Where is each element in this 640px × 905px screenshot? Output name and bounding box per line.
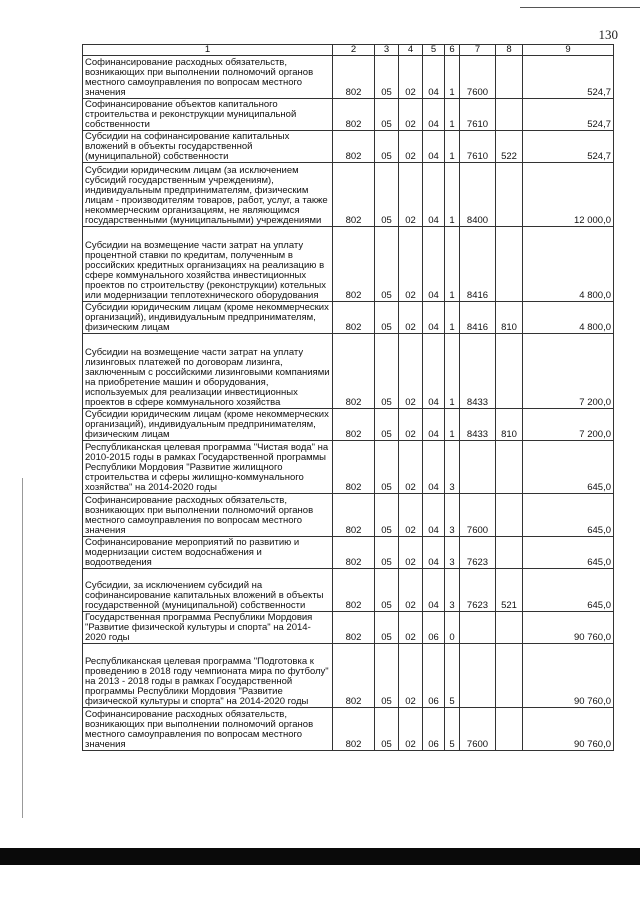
cell-code-3: 05 [375,163,399,227]
cell-description: Республиканская целевая программа "Чистая вода" на 2010-2015 годы в рамках Государственной программы Республики Мордовия "Развитие жилищного строительства и сферы жилищно-коммунального хозяйства" на 2014-2020 годы [83,441,333,494]
cell-amount: 4 800,0 [523,302,614,334]
cell-code-5: 04 [423,131,445,163]
cell-code-4: 02 [399,537,423,569]
cell-code-3: 05 [375,708,399,751]
table-row [83,494,614,537]
cell-code-6: 1 [445,302,460,334]
cell-amount: 645,0 [523,441,614,494]
cell-description: Софинансирование расходных обязательств, возникающих при выполнении полномочий органов местного самоуправления по вопросам местного значения [83,494,333,537]
cell-description: Софинансирование мероприятий по развитию и модернизации систем водоснабжения и водоотведения [83,537,333,569]
cell-code-3: 05 [375,334,399,409]
cell-description: Софинансирование объектов капитального строительства и реконструкции муниципальной собственности [83,99,333,131]
column-header: 2 [333,45,375,56]
cell-code-6: 1 [445,99,460,131]
cell-code-2: 802 [333,612,375,644]
cell-code-8 [496,56,523,99]
scan-margin-mark [22,478,23,818]
table-row [83,409,614,441]
cell-code-5: 04 [423,537,445,569]
cell-code-7: 8433 [460,334,496,409]
column-header: 3 [375,45,399,56]
cell-code-5: 04 [423,99,445,131]
cell-code-3: 05 [375,56,399,99]
cell-amount: 645,0 [523,569,614,612]
page-number: 130 [598,27,618,42]
cell-code-3: 05 [375,537,399,569]
cell-code-8: 521 [496,569,523,612]
cell-code-2: 802 [333,131,375,163]
cell-description: Софинансирование расходных обязательств, возникающих при выполнении полномочий органов местного самоуправления по вопросам местного значения [83,56,333,99]
table-row [83,612,614,644]
column-number-row [83,45,614,56]
cell-code-2: 802 [333,494,375,537]
cell-code-4: 02 [399,409,423,441]
cell-code-5: 06 [423,644,445,708]
cell-code-4: 02 [399,99,423,131]
cell-code-5: 04 [423,441,445,494]
cell-code-3: 05 [375,441,399,494]
cell-code-8: 810 [496,302,523,334]
cell-amount: 7 200,0 [523,334,614,409]
cell-code-4: 02 [399,494,423,537]
cell-amount: 7 200,0 [523,409,614,441]
cell-code-3: 05 [375,302,399,334]
table-row [83,131,614,163]
cell-code-7: 8416 [460,302,496,334]
cell-code-5: 04 [423,56,445,99]
table-row [83,56,614,99]
cell-code-7: 7623 [460,569,496,612]
column-header: 4 [399,45,423,56]
cell-description: Субсидии на возмещение части затрат на уплату лизинговых платежей по договорам лизинга, заключенным с российскими лизинговыми компаниями на приобретение машин и оборудования, используемых для реализации инвестиционных проектов в сфере коммунального хозяйства [83,334,333,409]
cell-code-7: 8416 [460,227,496,302]
cell-code-4: 02 [399,131,423,163]
cell-code-6: 3 [445,441,460,494]
cell-code-5: 04 [423,163,445,227]
cell-code-4: 02 [399,708,423,751]
table-row [83,569,614,612]
cell-code-3: 05 [375,131,399,163]
cell-code-5: 04 [423,227,445,302]
cell-description: Софинансирование расходных обязательств, возникающих при выполнении полномочий органов местного самоуправления по вопросам местного значения [83,708,333,751]
cell-code-3: 05 [375,227,399,302]
cell-code-2: 802 [333,99,375,131]
cell-code-8 [496,644,523,708]
scan-bottom-band [0,848,640,865]
cell-code-6: 1 [445,131,460,163]
cell-code-7: 7610 [460,131,496,163]
cell-code-8: 810 [496,409,523,441]
table-row [83,227,614,302]
table-row [83,708,614,751]
cell-amount: 90 760,0 [523,644,614,708]
cell-code-2: 802 [333,302,375,334]
cell-code-7: 8400 [460,163,496,227]
cell-code-4: 02 [399,302,423,334]
cell-code-3: 05 [375,409,399,441]
cell-code-4: 02 [399,612,423,644]
cell-code-4: 02 [399,569,423,612]
cell-code-2: 802 [333,644,375,708]
cell-description: Государственная программа Республики Мордовия "Развитие физической культуры и спорта" на 2014-2020 годы [83,612,333,644]
cell-code-6: 1 [445,334,460,409]
column-header: 5 [423,45,445,56]
cell-code-5: 04 [423,494,445,537]
cell-code-7: 7600 [460,56,496,99]
cell-code-3: 05 [375,99,399,131]
cell-code-6: 1 [445,227,460,302]
cell-code-7: 7623 [460,537,496,569]
cell-description: Субсидии юридическим лицам (за исключением субсидий государственным учреждениям), индивидуальным предпринимателям, физическим лицам - производителям товаров, работ, услуг, а также некоммерческим организациям, не являющимся государственными (муниципальными) учреждениями [83,163,333,227]
cell-code-6: 1 [445,163,460,227]
cell-code-4: 02 [399,644,423,708]
cell-amount: 524,7 [523,131,614,163]
cell-code-8 [496,708,523,751]
cell-amount: 90 760,0 [523,708,614,751]
cell-description: Субсидии юридическим лицам (кроме некоммерческих организаций), индивидуальным предпринимателям, физическим лицам [83,409,333,441]
table-row [83,99,614,131]
cell-code-8 [496,99,523,131]
cell-code-3: 05 [375,569,399,612]
cell-amount: 4 800,0 [523,227,614,302]
cell-code-4: 02 [399,56,423,99]
cell-code-6: 5 [445,644,460,708]
table-row [83,441,614,494]
cell-code-8 [496,537,523,569]
table-row [83,302,614,334]
column-header: 6 [445,45,460,56]
cell-code-5: 04 [423,569,445,612]
cell-code-7 [460,441,496,494]
cell-amount: 90 760,0 [523,612,614,644]
cell-code-8 [496,334,523,409]
cell-code-7: 8433 [460,409,496,441]
cell-code-7: 7600 [460,708,496,751]
cell-code-8 [496,494,523,537]
cell-code-2: 802 [333,569,375,612]
cell-code-4: 02 [399,334,423,409]
cell-amount: 524,7 [523,56,614,99]
cell-code-6: 3 [445,569,460,612]
cell-code-3: 05 [375,644,399,708]
cell-code-2: 802 [333,227,375,302]
cell-description: Субсидии, за исключением субсидий на софинансирование капитальных вложений в объекты государственной (муниципальной) собственности [83,569,333,612]
cell-code-2: 802 [333,708,375,751]
cell-code-2: 802 [333,56,375,99]
cell-code-8 [496,163,523,227]
cell-code-2: 802 [333,537,375,569]
cell-code-8 [496,441,523,494]
cell-code-6: 1 [445,56,460,99]
cell-amount: 12 000,0 [523,163,614,227]
cell-code-7: 7610 [460,99,496,131]
cell-code-5: 04 [423,334,445,409]
cell-code-4: 02 [399,227,423,302]
budget-table [82,44,614,751]
table-row [83,537,614,569]
column-header: 1 [83,45,333,56]
cell-code-4: 02 [399,163,423,227]
cell-code-5: 04 [423,409,445,441]
table-row [83,644,614,708]
column-header: 8 [496,45,523,56]
cell-code-8 [496,612,523,644]
cell-code-2: 802 [333,163,375,227]
cell-code-6: 3 [445,494,460,537]
cell-description: Субсидии юридическим лицам (кроме некоммерческих организаций), индивидуальным предпринимателям, физическим лицам [83,302,333,334]
cell-code-2: 802 [333,334,375,409]
cell-code-6: 0 [445,612,460,644]
cell-code-7 [460,612,496,644]
cell-code-4: 02 [399,441,423,494]
table-row [83,163,614,227]
table-row [83,334,614,409]
cell-amount: 524,7 [523,99,614,131]
cell-description: Субсидии на софинансирование капитальных вложений в объекты государственной (муниципальной) собственности [83,131,333,163]
cell-code-6: 1 [445,409,460,441]
cell-description: Республиканская целевая программа "Подготовка к проведению в 2018 году чемпионата мира по футболу" на 2013 - 2018 годы в рамках Государственной программы Республики Мордовия "Развитие физической культуры и спорта" на 2014-2020 годы [83,644,333,708]
cell-code-2: 802 [333,441,375,494]
cell-code-6: 3 [445,537,460,569]
cell-code-6: 5 [445,708,460,751]
cell-code-5: 04 [423,302,445,334]
cell-code-7: 7600 [460,494,496,537]
cell-code-3: 05 [375,494,399,537]
cell-code-5: 06 [423,708,445,751]
cell-code-8: 522 [496,131,523,163]
cell-code-7 [460,644,496,708]
column-header: 9 [523,45,614,56]
scan-edge-line [520,7,640,8]
cell-code-2: 802 [333,409,375,441]
cell-amount: 645,0 [523,494,614,537]
cell-amount: 645,0 [523,537,614,569]
column-header: 7 [460,45,496,56]
cell-code-8 [496,227,523,302]
cell-code-5: 06 [423,612,445,644]
cell-description: Субсидии на возмещение части затрат на уплату процентной ставки по кредитам, полученным в российских кредитных организациях на реализацию в сфере коммунального хозяйства инвестиционных проектов по строительству (реконструкции) котельных или модернизации теплотехнического оборудования [83,227,333,302]
cell-code-3: 05 [375,612,399,644]
